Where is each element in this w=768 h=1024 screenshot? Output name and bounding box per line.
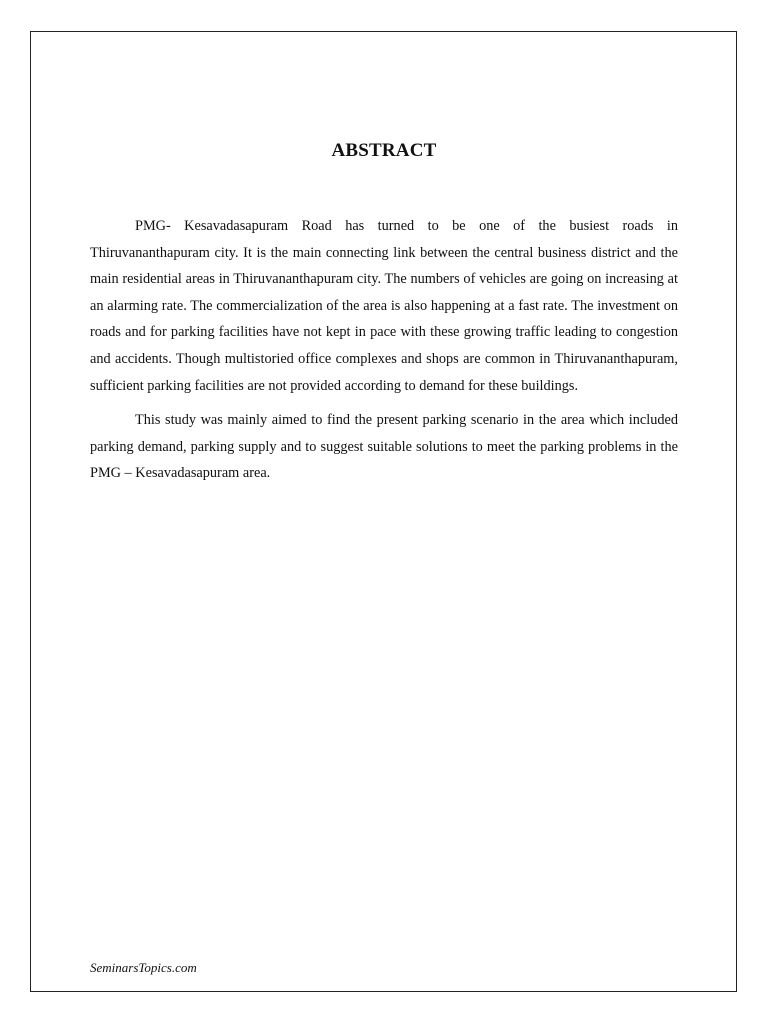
page-border — [30, 31, 737, 992]
abstract-body — [90, 213, 678, 495]
document-title: ABSTRACT — [331, 140, 437, 161]
paragraph-2: This study was mainly aimed to find the present parking scenario in the area which included parking demand, parking supply and to suggest suitable solutions to meet the parking problems in the PMG – Kesavadasapuram area. — [90, 412, 678, 482]
paragraph-1: PMG- Kesavadasapuram Road has turned to be one of the busiest roads in Thiruvananthapuram city. It is the main connecting link between the central business district and the main residential areas in Thiruvananthapuram city. The numbers of vehicles are going on increasing at an alarming rate. The commercialization of the area is also happening at a fast rate. The investment on roads and for parking facilities have not kept in pace with these growing traffic leading to congestion and accidents. Though multistoried office complexes and shops are common in Thiruvananthapuram, sufficient parking facilities are not provided according to demand for these buildings. — [90, 218, 678, 394]
footer-watermark: SeminarsTopics.com — [90, 960, 197, 975]
